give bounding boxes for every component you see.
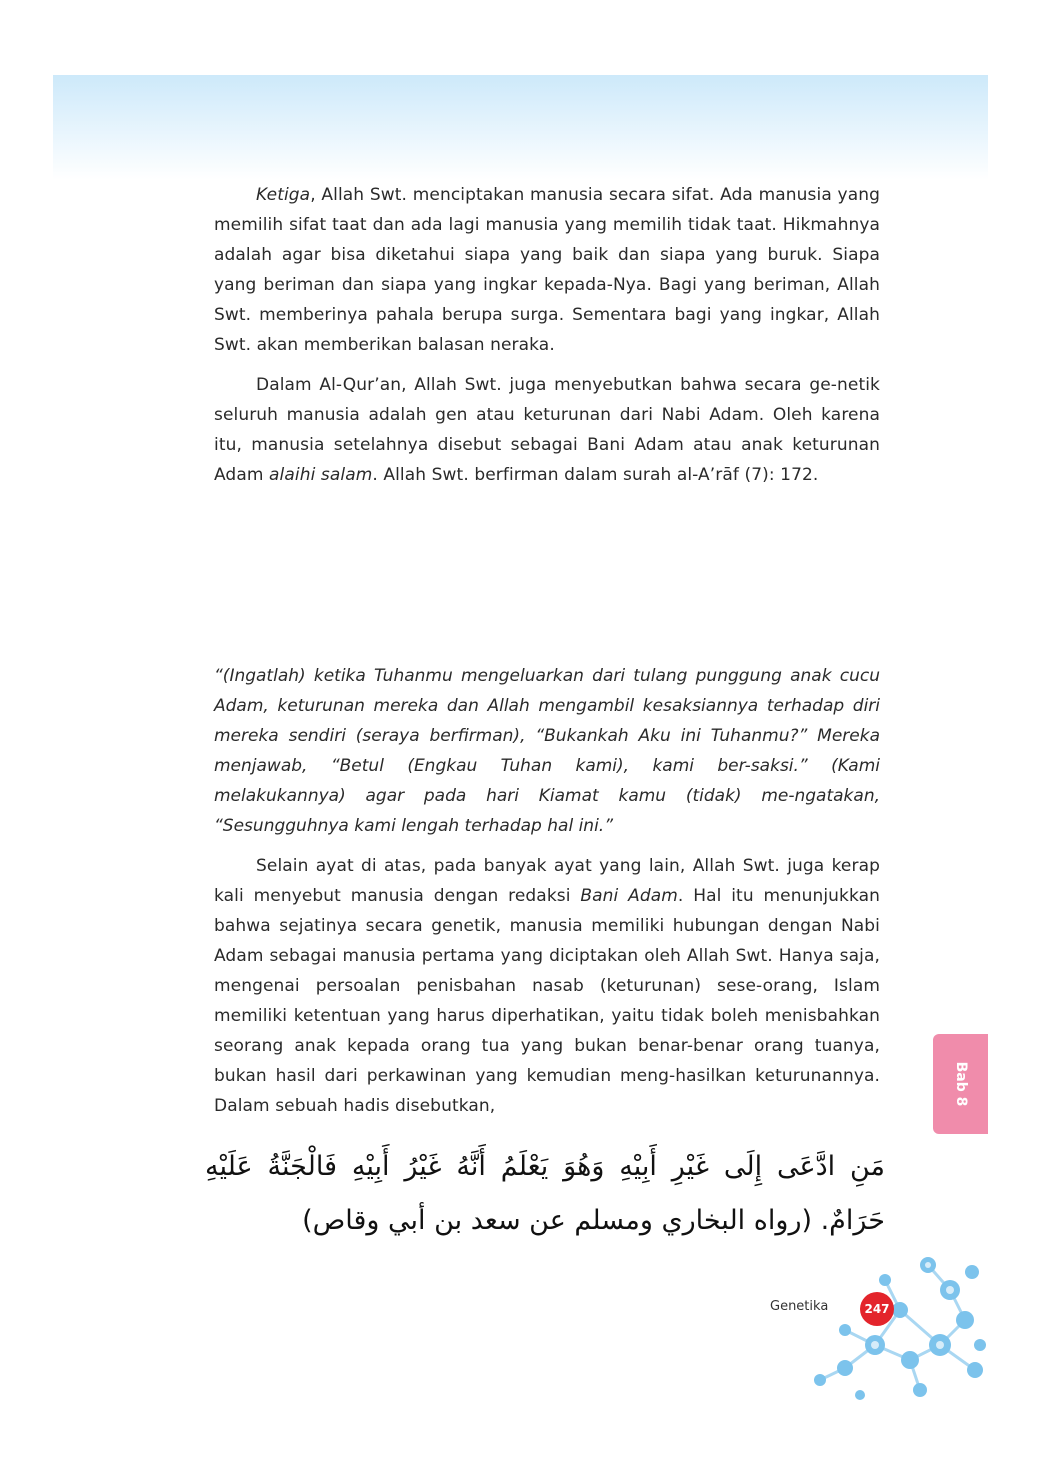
chapter-tab <box>933 1034 988 1134</box>
footer-chapter-title: Genetika <box>770 1299 829 1314</box>
verse-translation: “(Ingatlah) ketika Tuhanmu mengeluarkan dari tulang punggung anak cucu Adam, keturunan mereka dan Allah mengambil kesaksiannya terhadap diri mereka sendiri (seraya berfirman), “Bukankah Aku ini Tuhanmu?” Mereka menjawab, “Betul (Engkau Tuhan kami), kami ber-saksi.” (Kami melakukannya) agar pada hari Kiamat kamu (tidak) me-ngatakan, “Sesungguhnya kami lengah terhadap hal ini.” <box>214 666 880 836</box>
paragraph-2: Dalam Al-Qur’an, Allah Swt. juga menyebutkan bahwa secara ge-netik seluruh manusia adalah gen atau keturunan dari Nabi Adam. Oleh karena itu, manusia setelahnya disebut sebagai Bani Adam atau anak keturunan Adam alaihi salam. Allah Swt. berfirman dalam surah al-A’rāf (7): 172. <box>214 375 880 485</box>
translation-block <box>214 661 880 1121</box>
hadith-arabic: مَنِ ادَّعَى إِلَى غَيْرِ أَبِيْهِ وَهُوَ يَعْلَمُ أَنَّهُ غَيْرُ أَبِيْهِ فَالْجَنَّةُ عَلَيْهِ حَرَامٌ. (رواه البخاري ومسلم عن سعد بن أبي وقاص) <box>205 1151 885 1236</box>
chapter-tab-label: Bab 8 <box>952 1061 969 1107</box>
lead-italic: Ketiga <box>256 185 311 205</box>
page-number-badge: 247 <box>860 1292 894 1326</box>
paragraph-3: Selain ayat di atas, pada banyak ayat yang lain, Allah Swt. juga kerap kali menyebut manusia dengan redaksi Bani Adam. Hal itu menunjukkan bahwa sejatinya secara genetik, manusia memiliki hubungan dengan Nabi Adam sebagai manusia pertama yang diciptakan oleh Allah Swt. Hanya saja, mengenai persoalan penisbahan nasab (keturunan) sese-orang, Islam memiliki ketentuan yang harus diperhatikan, yaitu tidak boleh menisbahkan seorang anak kepada orang tua yang bukan benar-benar orang tuanya, bukan hasil dari perkawinan yang kemudian meng-hasilkan keturunannya. Dalam sebuah hadis disebutkan, <box>214 856 881 1116</box>
body-text <box>214 180 880 490</box>
molecule-decoration-icon <box>800 1250 988 1405</box>
header-band <box>53 75 988 180</box>
paragraph-1: Ketiga, Allah Swt. menciptakan manusia secara sifat. Ada manusia yang memilih sifat taat dan ada lagi manusia yang memilih tidak taat. Hikmahnya adalah agar bisa diketahui siapa yang baik dan siapa yang buruk. Siapa yang beriman dan siapa yang ingkar kepada-Nya. Bagi yang beriman, Allah Swt. memberinya pahala berupa surga. Sementara bagi yang ingkar, Allah Swt. akan memberikan balasan neraka. <box>214 185 880 355</box>
